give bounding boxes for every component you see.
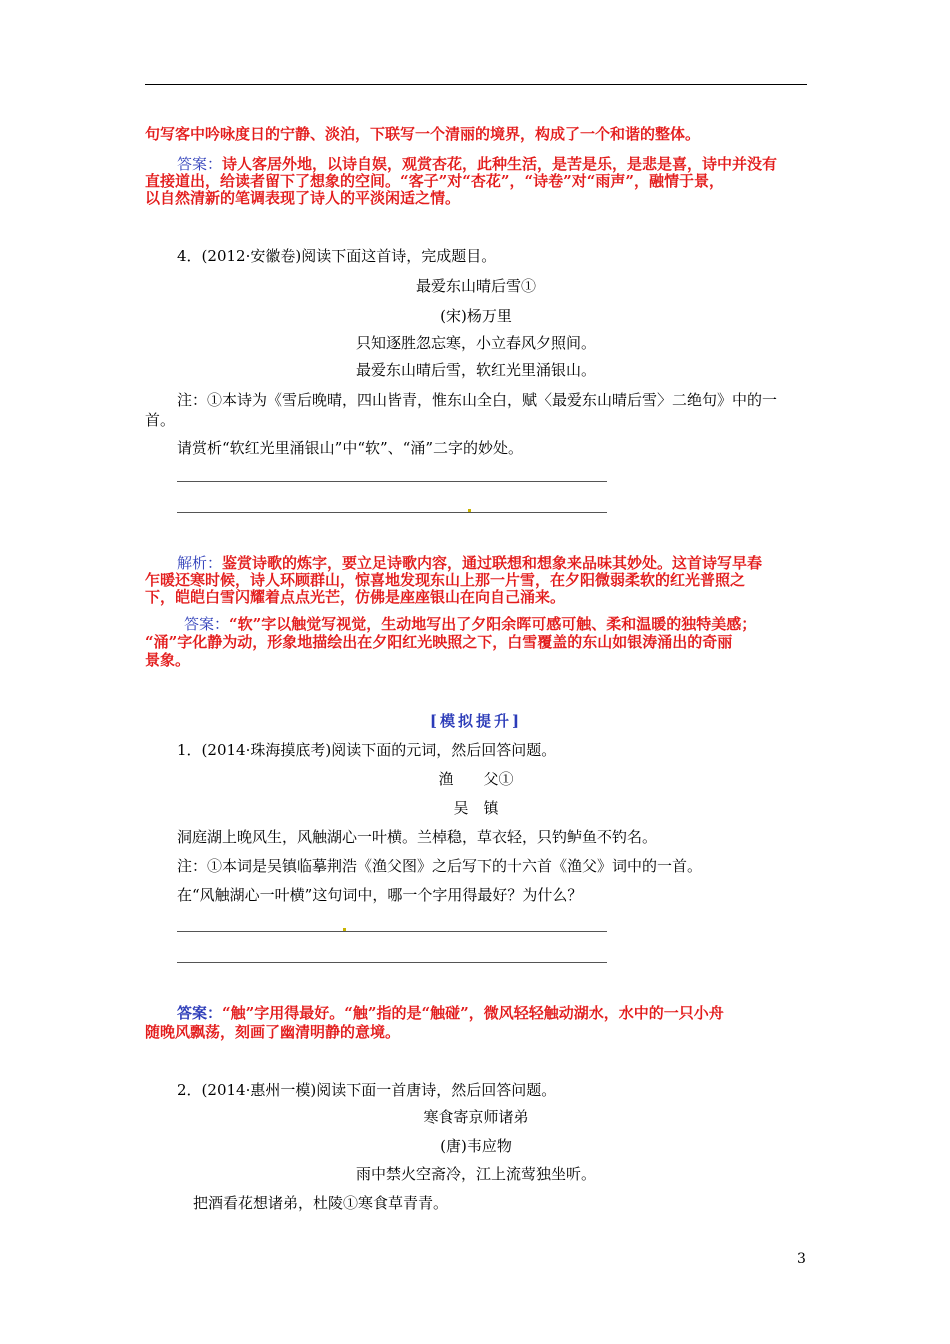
- analysis-label: 解析：: [177, 554, 223, 572]
- yellow-dot-mark: [343, 928, 346, 931]
- q4-verse-1: 只知逐胜忽忘寒，小立春风夕照间。: [355, 334, 596, 352]
- section-heading: [模拟提升]: [429, 712, 523, 730]
- answer-label: 答案：: [177, 1004, 223, 1022]
- q4-answer-blank-2: [177, 512, 607, 513]
- m1-poem-title: 渔 父①: [438, 770, 514, 788]
- m1-question: 在“风触湖心一叶横”这句词中，哪一个字用得最好？为什么？: [177, 886, 583, 904]
- m1-answer-blank-1: [177, 931, 607, 932]
- q4-answer-line-3: 景象。: [145, 651, 191, 669]
- q4-poem-author: (宋)杨万里: [440, 307, 512, 325]
- answer-text: “软”字以触觉写视觉，生动地写出了夕阳余晖可感可触、柔和温暖的独特美感；: [229, 615, 757, 633]
- analysis-text: 鉴赏诗歌的炼字，要立足诗歌内容，通过联想和想象来品味其妙处。这首诗写早春: [222, 554, 763, 572]
- m1-answer-blank-2: [177, 962, 607, 963]
- carry-answer-line-2: 直接道出，给读者留下了想象的空间。“客子”对“杏花”，“诗卷”对“雨声”，融情于景，: [145, 172, 725, 190]
- q4-verse-2: 最爱东山晴后雪，软红光里涌银山。: [355, 361, 596, 379]
- q4-poem-title: 最爱东山晴后雪①: [415, 277, 536, 295]
- m2-poem-author: (唐)韦应物: [440, 1137, 512, 1155]
- q4-answer-line-2: “涌”字化静为动，形象地描绘出在夕阳红光映照之下，白雪覆盖的东山如银涛涌出的奇丽: [145, 633, 733, 651]
- q4-note-line-1: 注：①本诗为《雪后晚晴，四山皆青，惟东山全白，赋〈最爱东山晴后雪〉二绝句》中的一: [177, 391, 778, 409]
- yellow-dot-mark: [468, 509, 471, 512]
- m2-verse-1: 雨中禁火空斋冷，江上流莺独坐听。: [355, 1165, 596, 1183]
- carry-answer-line-3: 以自然清新的笔调表现了诗人的平淡闲适之情。: [145, 189, 461, 207]
- header-rule: [145, 84, 807, 85]
- m1-answer-line-2: 随晚风飘荡，刻画了幽清明静的意境。: [145, 1023, 401, 1041]
- carry-over-line: 句写客中吟咏度日的宁静、淡泊，下联写一个清丽的境界，构成了一个和谐的整体。: [145, 125, 701, 143]
- m1-verse: 洞庭湖上晚风生，风触湖心一叶横。兰棹稳，草衣轻，只钓鲈鱼不钓名。: [177, 828, 658, 846]
- q4-answer-blank-1: [177, 481, 607, 482]
- m1-poem-author: 吴 镇: [453, 799, 499, 817]
- m2-poem-title: 寒食寄京师诸弟: [423, 1108, 529, 1126]
- m2-verse-2: 把酒看花想诸弟，杜陵①寒食草青青。: [193, 1194, 449, 1212]
- answer-text: 诗人客居外地，以诗自娱，观赏杏花，此种生活，是苦是乐，是悲是喜，诗中并没有: [222, 155, 778, 173]
- q4-question: 请赏析“软红光里涌银山”中“软”、“涌”二字的妙处。: [177, 439, 524, 457]
- m1-answer-line-1: [177, 1003, 724, 1023]
- m2-stem: 2．(2014·惠州一模)阅读下面一首唐诗，然后回答问题。: [177, 1081, 557, 1099]
- m1-stem: 1．(2014·珠海摸底考)阅读下面的元词，然后回答问题。: [177, 741, 557, 759]
- page-number: 3: [797, 1251, 806, 1267]
- m1-note: 注：①本词是吴镇临摹荆浩《渔父图》之后写下的十六首《渔父》词中的一首。: [177, 857, 703, 875]
- answer-text: “触”字用得最好。“触”指的是“触碰”，微风轻轻触动湖水，水中的一只小舟: [222, 1004, 724, 1022]
- q4-analysis-line-2: 乍暖还寒时候，诗人环顾群山，惊喜地发现东山上那一片雪，在夕阳微弱柔软的红光普照之: [145, 571, 746, 589]
- answer-label: 答案：: [184, 615, 230, 633]
- answer-label: 答案：: [177, 155, 223, 173]
- q4-answer-line-1: [184, 614, 756, 634]
- q4-analysis-line-3: 下，皑皑白雪闪耀着点点光芒，仿佛是座座银山在向自己涌来。: [145, 588, 566, 606]
- q4-note-line-2: 首。: [145, 411, 176, 429]
- q4-stem: 4．(2012·安徽卷)阅读下面这首诗，完成题目。: [177, 247, 497, 265]
